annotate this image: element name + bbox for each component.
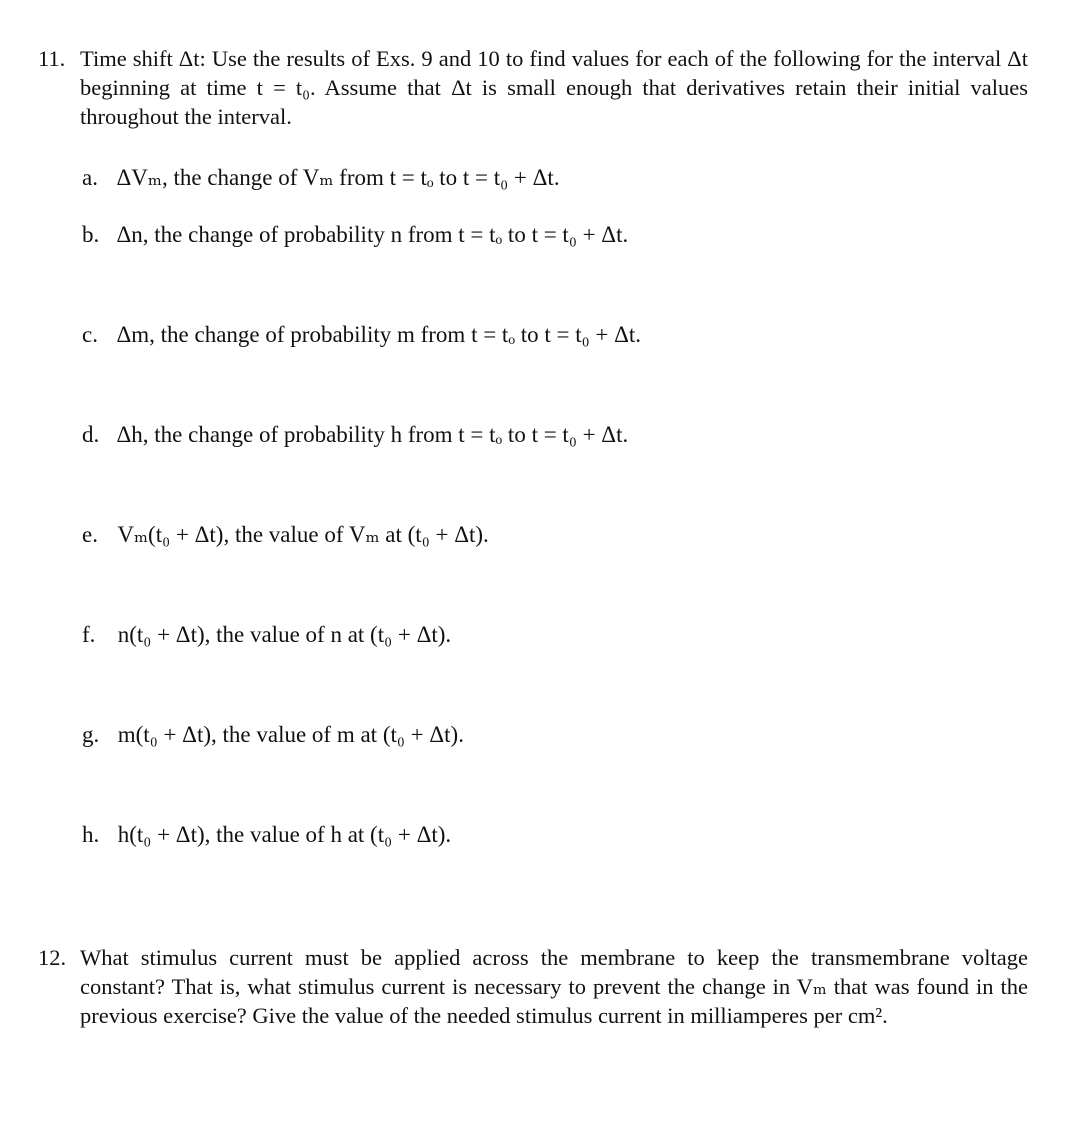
problem-12 [38,943,1028,1030]
list-item-d [82,420,628,450]
list-item-c [82,320,641,350]
list-item-f [82,620,451,650]
item-text: m(t₀ + Δt), the value of m at (t₀ + Δt). [117,722,464,747]
item-label: e. [82,522,98,547]
item-label: c. [82,322,98,347]
item-text: ΔVₘ, the change of Vₘ from t = tₒ to t = t₀ + Δt. [116,165,560,190]
problem-12-number: 12. [38,945,67,970]
item-label: a. [82,165,98,190]
item-text: n(t₀ + Δt), the value of n at (t₀ + Δt). [117,622,452,647]
item-label: b. [82,222,100,247]
item-text: h(t₀ + Δt), the value of h at (t₀ + Δt). [117,822,452,847]
list-item-a [82,163,560,193]
item-label: f. [82,622,96,647]
problem-11 [38,44,1028,131]
item-text: Δh, the change of probability h from t = tₒ to t = t₀ + Δt. [116,422,629,447]
item-label: h. [82,822,100,847]
item-label: d. [82,422,100,447]
problem-12-text: What stimulus current must be applied across the membrane to keep the transmembrane voltage constant? That is, what stimulus current is necessary to prevent the change in Vₘ that was found in the previous exercise? Give the value of the needed stimulus current in milliamperes per cm². [80,945,1028,1028]
item-text: Δn, the change of probability n from t = tₒ to t = t₀ + Δt. [116,222,629,247]
item-text: Vₘ(t₀ + Δt), the value of Vₘ at (t₀ + Δt). [117,522,489,547]
problem-11-number: 11. [38,46,66,71]
problem-11-text: Time shift Δt: Use the results of Exs. 9 and 10 to find values for each of the following for the interval Δt beginning at time t = t₀. Assume that Δt is small enough that derivatives retain their initial values throughout the interval. [80,46,1028,129]
list-item-b [82,220,628,250]
item-text: Δm, the change of probability m from t = tₒ to t = t₀ + Δt. [116,322,642,347]
list-item-g [82,720,464,750]
list-item-e [82,520,489,550]
list-item-h [82,820,451,850]
item-label: g. [82,722,100,747]
